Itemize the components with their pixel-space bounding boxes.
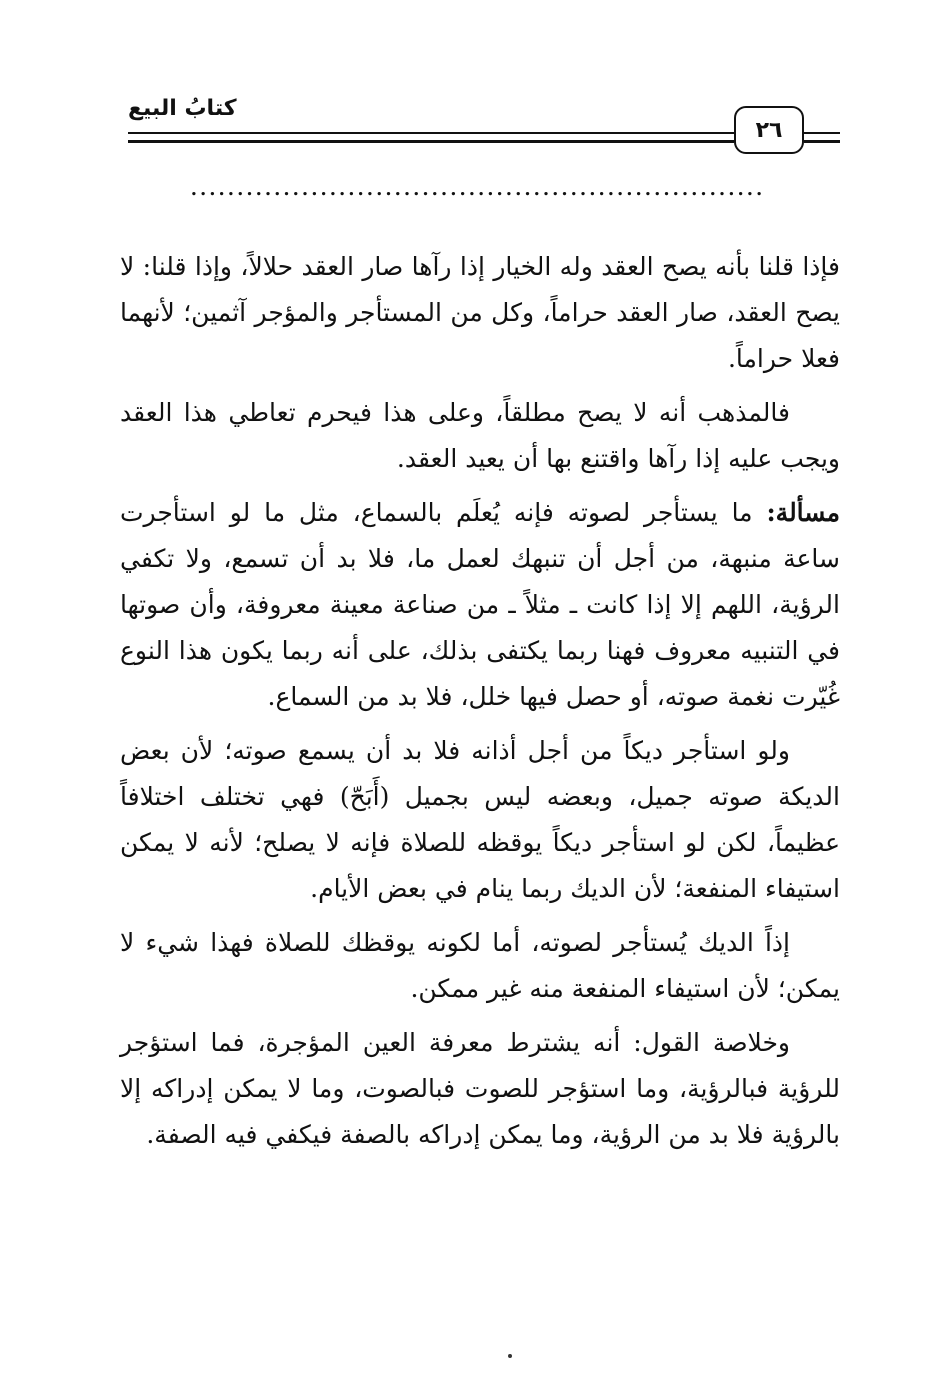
paragraph: [120, 390, 840, 482]
paragraph-text: فالمذهب أنه لا يصح مطلقاً، وعلى هذا فيحرم تعاطي هذا العقد ويجب عليه إذا رآها واقتنع بها أن يعيد العقد.: [120, 398, 840, 473]
header-rule-bottom-left: [128, 140, 734, 143]
paragraph-text: ما يستأجر لصوته فإنه يُعلَم بالسماع، مثل ما لو استأجرت ساعة منبهة، من أجل أن تنبهك لعمل ما، فلا بد أن تسمع، ولا تكفي الرؤية، اللهم إلا إذا كانت ـ مثلاً ـ من صناعة معينة معروفة، وأن صوتها في التنبيه معروف فهنا ربما يكتفى بذلك، على أنه ربما يكون هذا النوع غُيّرت نغمة صوته، أو حصل فيها خلل، فلا بد من السماع.: [120, 498, 840, 711]
header-rule-top-left: [128, 132, 734, 134]
dotted-separator: ..............................................................: [190, 180, 766, 200]
print-speck: [508, 1354, 512, 1358]
page-number: ٢٦: [734, 106, 804, 154]
paragraph-text: ولو استأجر ديكاً من أجل أذانه فلا بد أن يسمع صوته؛ لأن بعض الديكة صوته جميل، وبعضه ليس بجميل (أَبَحّ) فهي تختلف اختلافاً عظيماً، لكن لو استأجر ديكاً يوقظه للصلاة فإنه لا يصلح؛ لأنه لا يمكن استيفاء المنفعة؛ لأن الديك ربما ينام في بعض الأيام.: [120, 736, 840, 903]
book-title: كتابُ البيع: [128, 96, 237, 121]
paragraph: [120, 728, 840, 912]
paragraph: [120, 1020, 840, 1158]
paragraph: [120, 490, 840, 720]
page-body: [120, 244, 840, 1166]
paragraph: [120, 920, 840, 1012]
paragraph-text: إذاً الديك يُستأجر لصوته، أما لكونه يوقظك للصلاة فهذا شيء لا يمكن؛ لأن استيفاء المنفعة منه غير ممكن.: [120, 928, 840, 1003]
header-rule-top-right: [804, 132, 840, 134]
paragraph-text: وخلاصة القول: أنه يشترط معرفة العين المؤجرة، فما استؤجر للرؤية فبالرؤية، وما استؤجر للصوت فبالصوت، وما لا يمكن إدراكه إلا بالرؤية فلا بد من الرؤية، وما يمكن إدراكه بالصفة فيكفي فيه الصفة.: [120, 1028, 840, 1149]
issue-heading: مسألة:: [766, 498, 840, 527]
header-rule-bottom-right: [804, 140, 840, 143]
paragraph: [120, 244, 840, 382]
paragraph-text: فإذا قلنا بأنه يصح العقد وله الخيار إذا رآها صار العقد حلالاً، وإذا قلنا: لا يصح العقد، صار العقد حراماً، وكل من المستأجر والمؤجر آثمين؛ لأنهما فعلا حراماً.: [120, 252, 840, 373]
page-header: [128, 92, 840, 164]
